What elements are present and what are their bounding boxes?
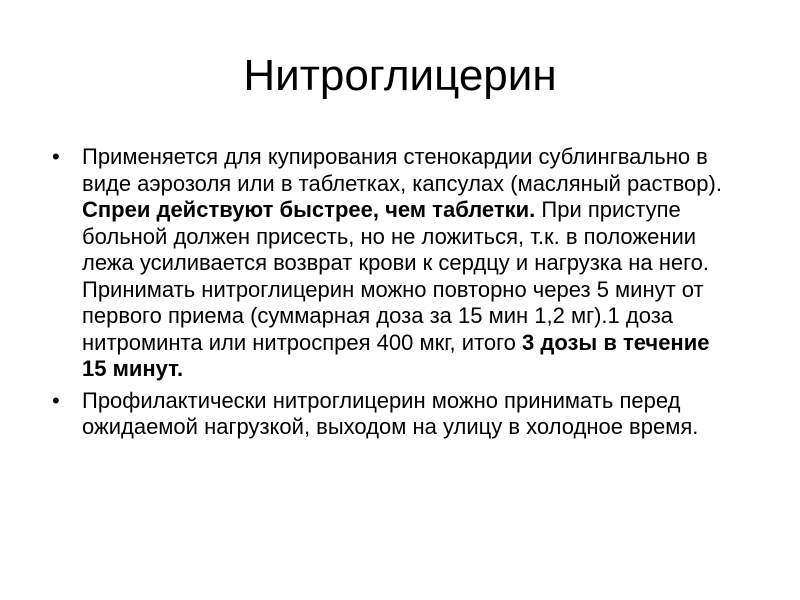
- bullet-text: [82, 144, 722, 381]
- bullet-segment-bold: 3 дозы в течение 15 минут.: [82, 329, 710, 381]
- bullet-segment: Профилактически нитроглицерин можно принимать перед ожидаемой нагрузкой, выходом на улицу в холодное время.: [82, 387, 699, 439]
- bullet-segment-bold: Спреи действуют быстрее, чем таблетки.: [82, 197, 536, 222]
- bullet-text: [82, 388, 698, 440]
- bullet-marker: •: [52, 144, 60, 169]
- bullet-segment: При приступе больной должен присесть, но не ложиться, т.к. в положении лежа усиливается возврат крови к сердцу и нагрузка на него. Принимать нитроглицерин можно повторно через 5 минут от первого приема (суммарная доза за 15 мин 1,2 мг).1 доза нитроминта или нитроспрея 400 мкг, итого: [82, 197, 710, 355]
- bullet-marker: •: [52, 387, 60, 413]
- slide-title: Нитроглицерин: [243, 51, 557, 100]
- bullet-item-prophylaxis: [52, 388, 732, 441]
- bullet-item-usage: [52, 144, 732, 383]
- bullet-list: [52, 144, 732, 446]
- bullet-segment: Применяется для купирования стенокардии сублингвально в виде аэрозоля или в таблетках, капсулах (масляный раствор).: [82, 144, 722, 196]
